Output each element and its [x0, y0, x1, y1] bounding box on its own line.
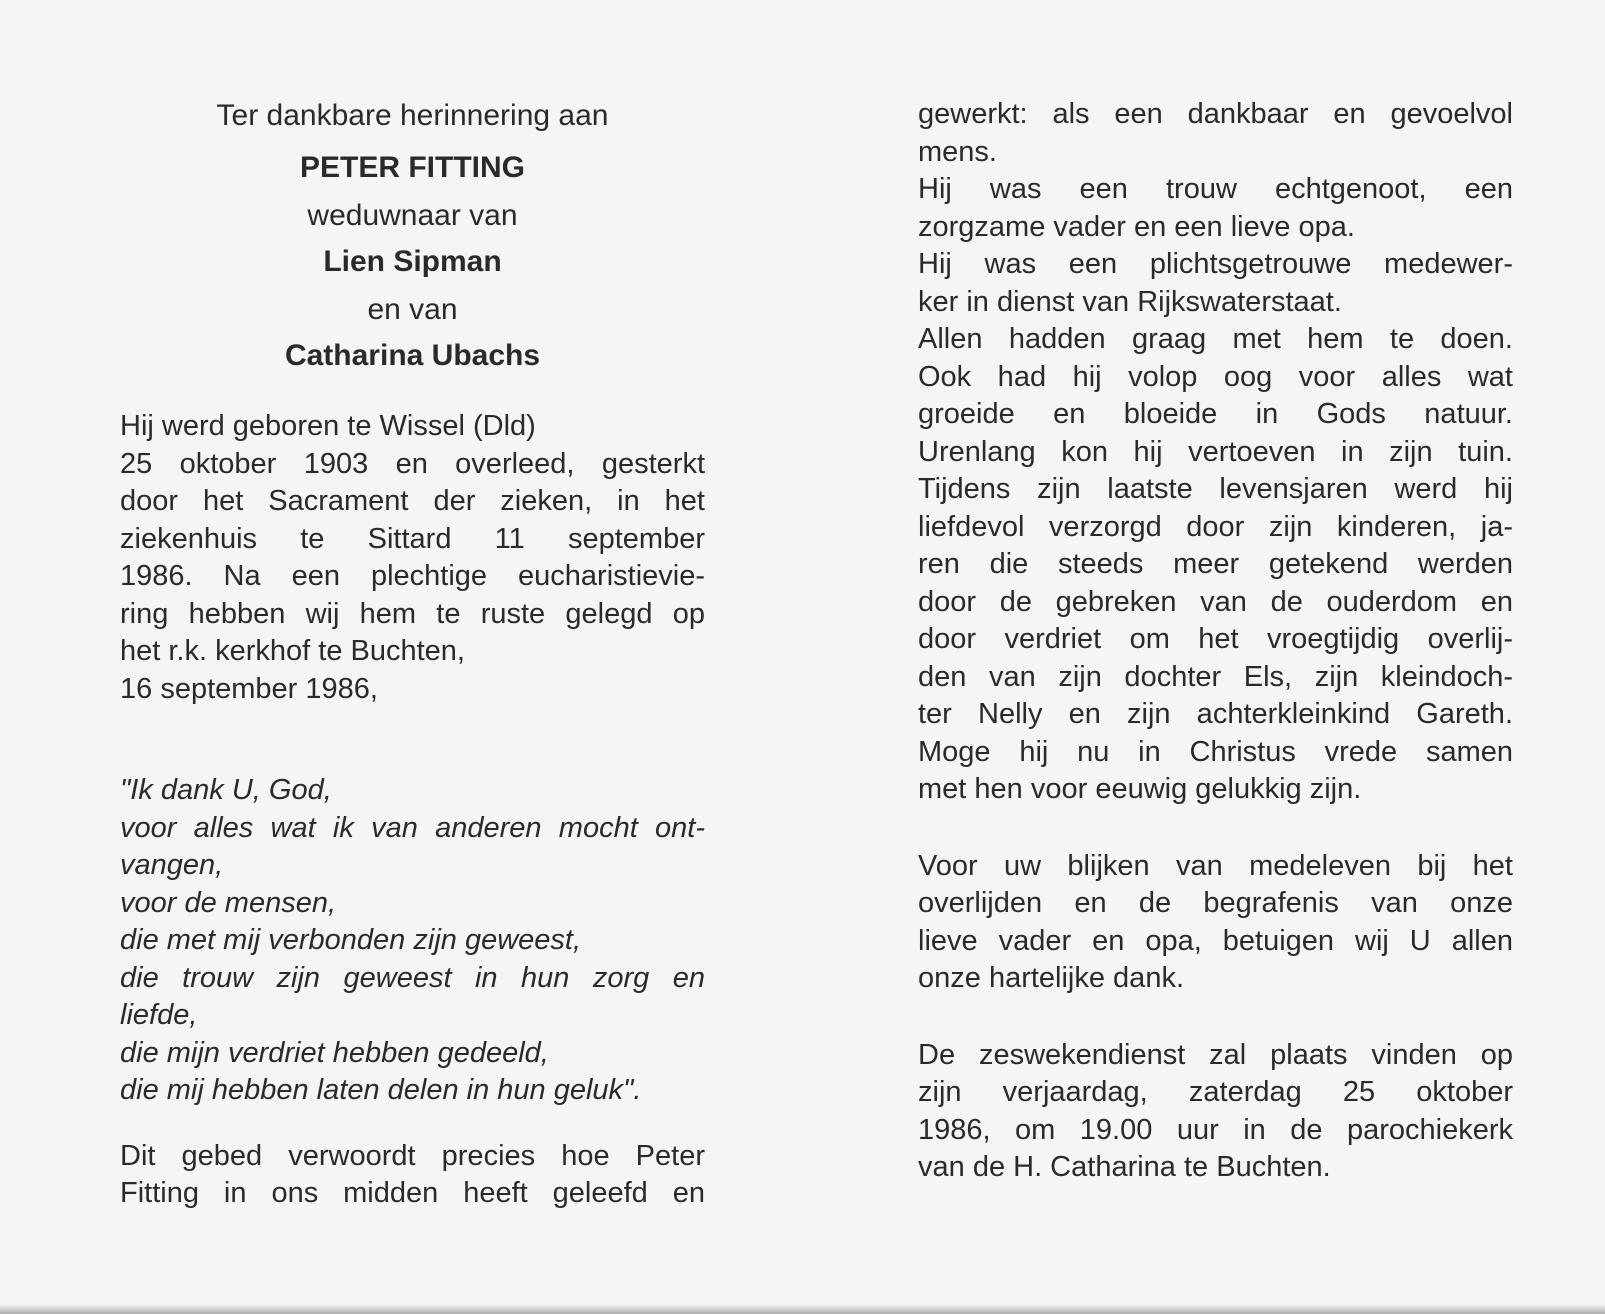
left-page [120, 0, 705, 1314]
birth-line: 1986. Na een plechtige eucharistievie- [120, 560, 705, 592]
prayer-line: die trouw zijn geweest in hun zorg en [120, 961, 705, 994]
birth-line: 25 oktober 1903 en overleed, gesterkt [120, 447, 705, 480]
birth-line: het r.k. kerkhof te Buchten, [120, 635, 465, 667]
text-line: mens. [918, 135, 997, 168]
text-line: door verdriet om het vroegtijdig overlij- [918, 623, 1513, 655]
text-line: Voor uw blijken van medeleven bij het [918, 849, 1513, 882]
birth-death-paragraph [120, 408, 705, 708]
text-line: Ook had hij volop oog voor alles wat [918, 360, 1513, 393]
text-line: lieve vader en opa, betuigen wij U allen [918, 924, 1513, 957]
text-line: Hij was een plichtsgetrouwe medewer- [918, 248, 1513, 280]
text-line: met hen voor eeuwig gelukkig zijn. [918, 773, 1362, 805]
right-page [918, 0, 1513, 1314]
text-line: Allen hadden graag met hem te doen. [918, 323, 1513, 355]
deceased-name: PETER FITTING [300, 151, 525, 184]
prayer-line: die met mij verbonden zijn geweest, [120, 924, 582, 956]
closing-line: Fitting in ons midden heeft geleefd en [120, 1177, 705, 1209]
text-line: ker in dienst van Rijkswaterstaat. [918, 285, 1342, 318]
memorial-service-paragraph [918, 1037, 1513, 1187]
and-label: en van [367, 293, 458, 326]
text-line: door de gebreken van de ouderdom en [918, 585, 1513, 618]
prayer-line: vangen, [120, 849, 224, 881]
text-line: Hij was een trouw echtgenoot, een [918, 173, 1513, 205]
closing-paragraph [120, 1138, 705, 1213]
text-line: Urenlang kon hij vertoeven in zijn tuin. [918, 435, 1513, 468]
text-line: liefdevol verzorgd door zijn kinderen, ja- [918, 510, 1513, 543]
text-line: onze hartelijke dank. [918, 962, 1184, 994]
spouse2-name: Catharina Ubachs [284, 339, 541, 372]
text-line: Tijdens zijn laatste levensjaren werd hij [918, 473, 1513, 505]
closing-line: Dit gebed verwoordt precies hoe Peter [120, 1139, 705, 1172]
text-line: overlijden en de begrafenis van onze [918, 887, 1513, 919]
widower-label: weduwnaar van [307, 199, 518, 232]
life-description-paragraph [918, 96, 1513, 809]
text-line: groeide en bloeide in Gods natuur. [918, 398, 1513, 430]
intro-text: Ter dankbare herinnering aan [216, 99, 609, 132]
text-line: Moge hij nu in Christus vrede samen [918, 735, 1513, 768]
text-line: den van zijn dochter Els, zijn kleindoch- [918, 660, 1513, 693]
text-line: gewerkt: als een dankbaar en gevoelvol [918, 98, 1513, 130]
text-line: ren die steeds meer getekend werden [918, 548, 1513, 580]
prayer-line: "Ik dank U, God, [120, 774, 332, 806]
prayer-line: die mij hebben laten delen in hun geluk". [120, 1074, 642, 1106]
prayer-line: voor alles wat ik van anderen mocht ont- [120, 811, 705, 844]
birth-line: 16 september 1986, [120, 672, 378, 705]
text-line: van de H. Catharina te Buchten. [918, 1151, 1331, 1183]
text-line: De zeswekendienst zal plaats vinden op [918, 1038, 1513, 1071]
prayer-line: voor de mensen, [120, 886, 337, 919]
text-line: ter Nelly en zijn achterkleinkind Gareth. [918, 698, 1513, 730]
thanks-paragraph [918, 848, 1513, 998]
birth-line: door het Sacrament der zieken, in het [120, 485, 705, 517]
spouse1-name: Lien Sipman [323, 245, 502, 278]
birth-line: ring hebben wij hem te ruste gelegd op [120, 597, 705, 630]
birth-line: Hij werd geboren te Wissel (Dld) [120, 410, 536, 442]
prayer-quote [120, 772, 705, 1110]
prayer-line: liefde, [120, 999, 198, 1031]
text-line: 1986, om 19.00 uur in de parochiekerk [918, 1113, 1513, 1146]
text-line: zijn verjaardag, zaterdag 25 oktober [918, 1076, 1513, 1108]
birth-line: ziekenhuis te Sittard 11 september [120, 522, 705, 555]
text-line: zorgzame vader en een lieve opa. [918, 210, 1355, 243]
prayer-line: die mijn verdriet hebben gedeeld, [120, 1036, 549, 1069]
